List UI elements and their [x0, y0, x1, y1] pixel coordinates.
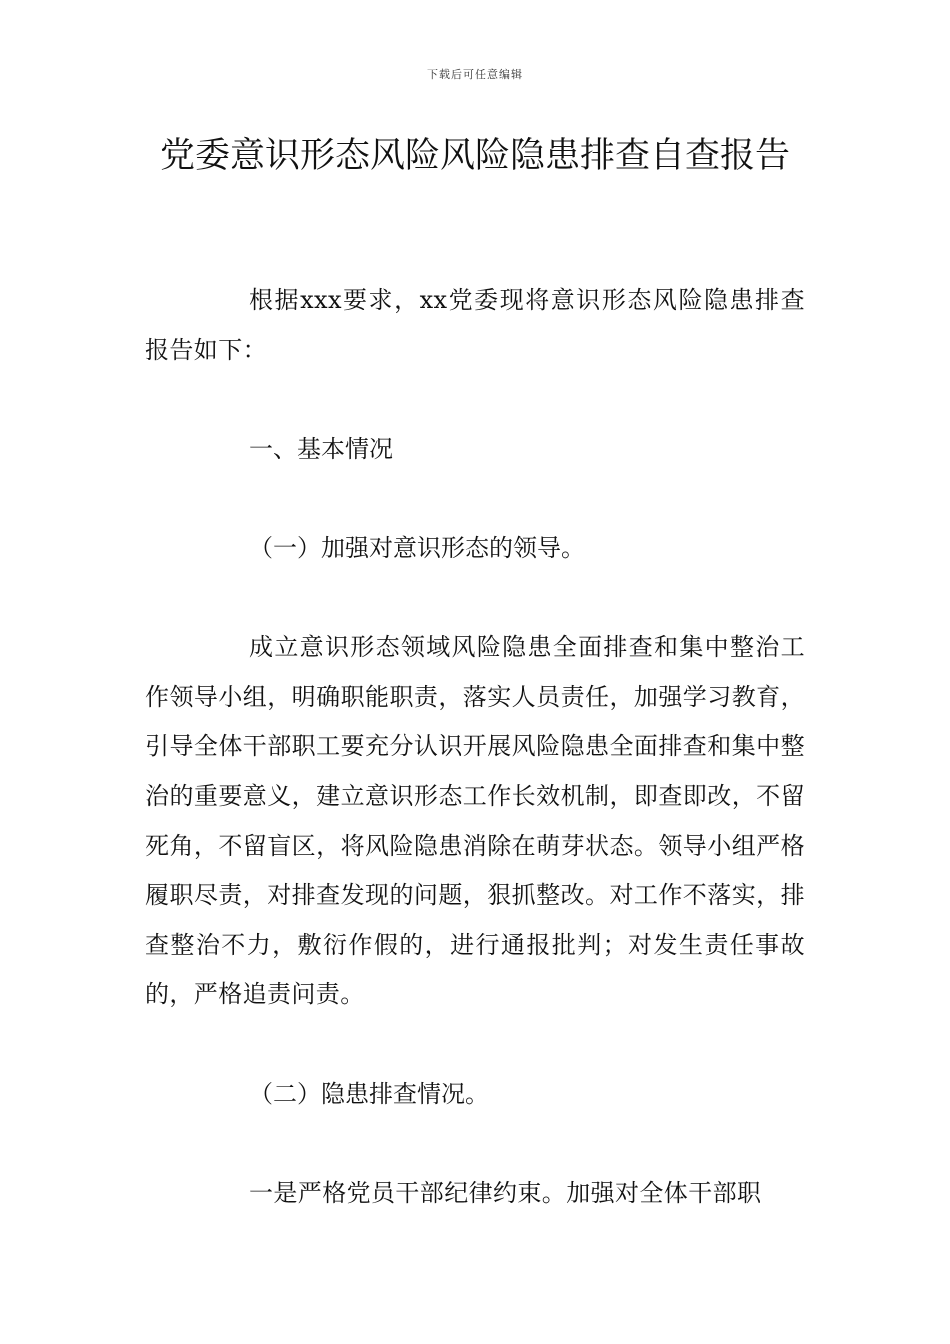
- subsection-heading-hazard-check: （二）隐患排查情况。: [249, 1079, 489, 1108]
- section-heading-basic-situation: 一、基本情况: [249, 434, 393, 463]
- spacer: [145, 1119, 805, 1169]
- subsection-heading-leadership: （一）加强对意识形态的领导。: [249, 533, 585, 562]
- spacer: [145, 474, 805, 524]
- hazard-check-paragraph: 一是严格党员干部纪律约束。加强对全体干部职: [249, 1178, 762, 1207]
- document-title: 党委意识形态风险风险隐患排查自查报告: [159, 136, 790, 176]
- spacer: [145, 1020, 805, 1070]
- intro-paragraph: 根据xxx要求，xx党委现将意识形态风险隐患排查报告如下：: [145, 286, 805, 364]
- spacer: [145, 375, 805, 425]
- header-note: 下载后可任意编辑: [427, 68, 523, 81]
- document-body: [145, 276, 805, 1218]
- spacer: [145, 574, 805, 624]
- leadership-paragraph: 成立意识形态领域风险隐患全面排查和集中整治工作领导小组，明确职能职责，落实人员责任，加强学习教育，引导全体干部职工要充分认识开展风险隐患全面排查和集中整治的重要意义，建立意识形态工作长效机制，即查即改，不留死角，不留盲区，将风险隐患消除在萌芽状态。领导小组严格履职尽责，对排查发现的问题，狠抓整改。对工作不落实，排查整治不力，敷衍作假的，进行通报批判；对发生责任事故的，严格追责问责。: [145, 633, 805, 1009]
